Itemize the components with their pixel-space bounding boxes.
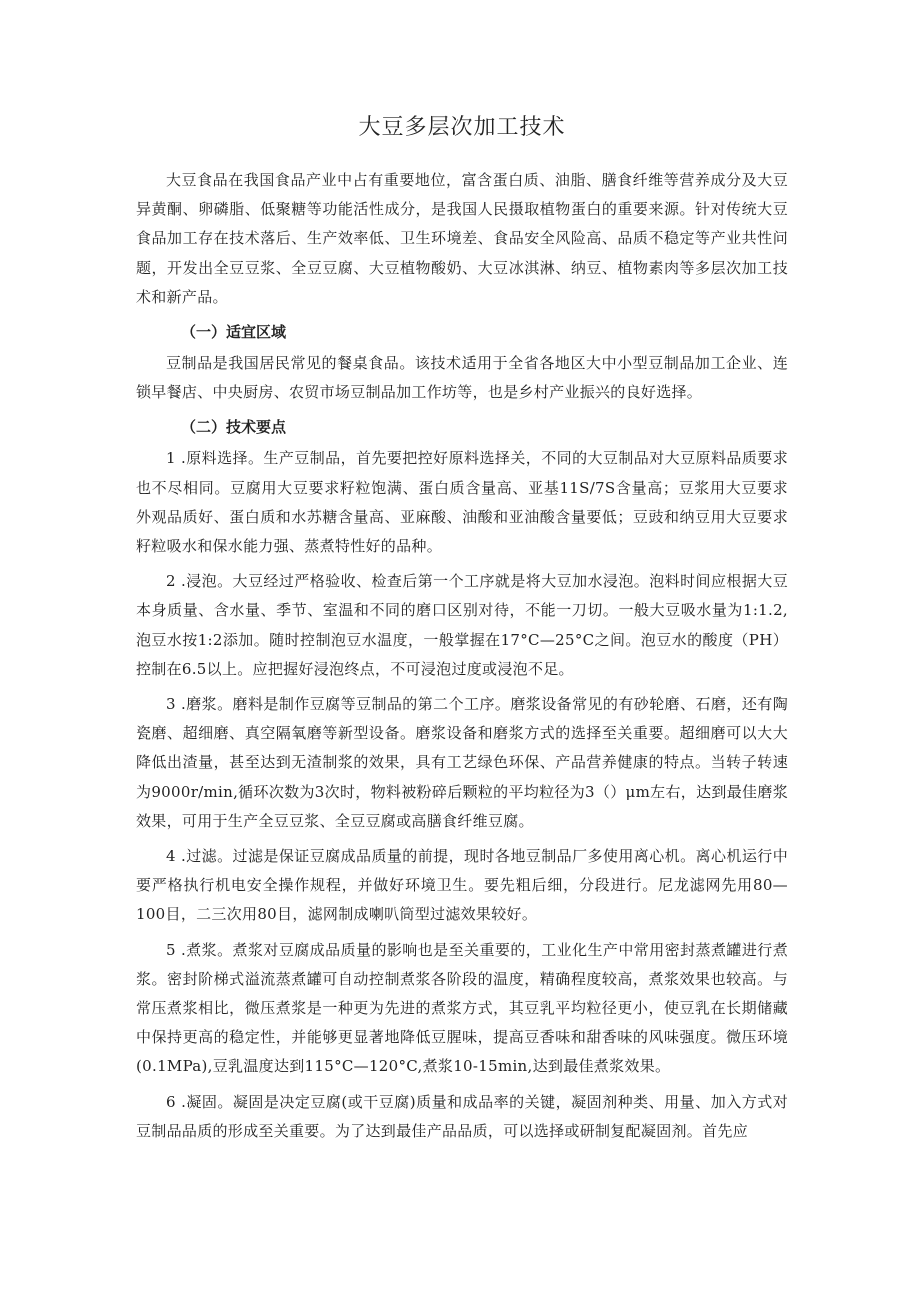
- key-point-grinding: 3 .磨浆。磨料是制作豆腐等豆制品的第二个工序。磨浆设备常见的有砂轮磨、石磨，还有陶瓷磨、超细磨、真空隔氧磨等新型设备。磨浆设备和磨浆方式的选择至关重要。超细磨可以大大降低出渣量，甚至达到无渣制浆的效果，具有工艺绿色环保、产品营养健康的特点。当转子转速为9000r/min,循环次数为3次时，物料被粉碎后颗粒的平均粒径为3（）μm左右，达到最佳磨浆效果，可用于生产全豆豆浆、全豆豆腐或高膳食纤维豆腐。: [136, 695, 788, 830]
- key-point-raw-material: 1 .原料选择。生产豆制品，首先要把控好原料选择关，不同的大豆制品对大豆原料品质要求也不尽相同。豆腐用大豆要求籽粒饱满、蛋白质含量高、亚基11S/7S含量高；豆浆用大豆要求外观品质好、蛋白质和水苏糖含量高、亚麻酸、油酸和亚油酸含量要低；豆豉和纳豆用大豆要求籽粒吸水和保水能力强、蒸煮特性好的品种。: [136, 449, 788, 556]
- page-title: 大豆多层次加工技术: [358, 115, 566, 140]
- section-heading-region: （一）适宜区域: [181, 323, 287, 342]
- key-point-coagulation: 6 .凝固。凝固是决定豆腐(或干豆腐)质量和成品率的关键，凝固剂种类、用量、加入方式对豆制品品质的形成至关重要。为了达到最佳产品品质，可以选择或研制复配凝固剂。首先应: [136, 1092, 788, 1140]
- document-page: [136, 108, 788, 1152]
- section-heading-key-points: （二）技术要点: [181, 418, 287, 437]
- key-point-soaking: 2 .浸泡。大豆经过严格验收、检查后第一个工序就是将大豆加水浸泡。泡料时间应根据大豆本身质量、含水量、季节、室温和不同的磨口区别对待，不能一刀切。一般大豆吸水量为1:1.2,泡豆水按1:2添加。随时控制泡豆水温度，一般掌握在17°C—25°C之间。泡豆水的酸度（PH）控制在6.5以上。应把握好浸泡终点，不可浸泡过度或浸泡不足。: [136, 572, 788, 678]
- intro-paragraph: 大豆食品在我国食品产业中占有重要地位，富含蛋白质、油脂、膳食纤维等营养成分及大豆异黄酮、卵磷脂、低聚糖等功能活性成分，是我国人民摄取植物蛋白的重要来源。针对传统大豆食品加工存在技术落后、生产效率低、卫生环境差、食品安全风险高、品质不稳定等产业共性问题，开发出全豆豆浆、全豆豆腐、大豆植物酸奶、大豆冰淇淋、纳豆、植物素肉等多层次加工技术和新产品。: [136, 171, 788, 306]
- key-point-filtering: 4 .过滤。过滤是保证豆腐成品质量的前提，现时各地豆制品厂多使用离心机。离心机运行中要严格执行机电安全操作规程，并做好环境卫生。要先粗后细，分段进行。尼龙滤网先用80—100目，二三次用80目，滤网制成喇叭筒型过滤效果较好。: [136, 847, 788, 924]
- region-paragraph: 豆制品是我国居民常见的餐桌食品。该技术适用于全省各地区大中小型豆制品加工企业、连锁早餐店、中央厨房、农贸市场豆制品加工作坊等，也是乡村产业振兴的良好选择。: [136, 354, 788, 402]
- key-point-boiling: 5 .煮浆。煮浆对豆腐成品质量的影响也是至关重要的，工业化生产中常用密封蒸煮罐进行煮浆。密封阶梯式溢流蒸煮罐可自动控制煮浆各阶段的温度，精确程度较高，煮浆效果也较高。与常压煮浆相比，微压煮浆是一种更为先进的煮浆方式，其豆乳平均粒径更小，使豆乳在长期储藏中保持更高的稳定性，并能够更显著地降低豆腥味，提高豆香味和甜香味的风味强度。微压环境(0.1MPa),豆乳温度达到115°C—120°C,煮浆10-15min,达到最佳煮浆效果。: [136, 940, 788, 1076]
